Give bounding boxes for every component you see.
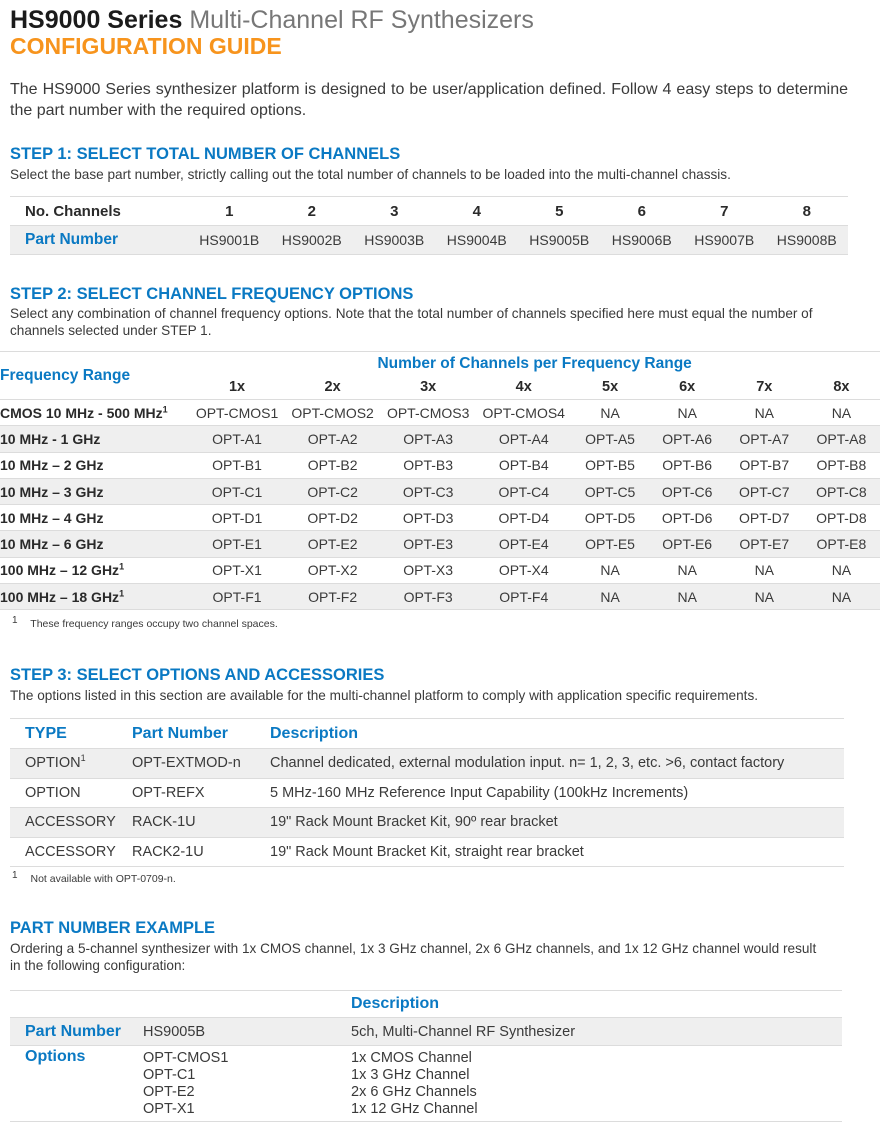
frequency-range-text: 10 MHz – 4 GHz [0, 509, 104, 526]
column-header: 4x [476, 376, 572, 400]
frequency-option-code: NA [572, 557, 649, 583]
frequency-option-code: OPT-D7 [726, 505, 803, 531]
example-options-list [143, 1046, 351, 1122]
footnote-ref: 1 [119, 561, 125, 572]
frequency-option-code: OPT-A6 [649, 426, 726, 452]
step1-table [10, 196, 848, 255]
options-accessories-table [10, 718, 844, 867]
option-type-text: ACCESSORY [25, 843, 116, 860]
frequency-option-code: OPT-A1 [189, 426, 285, 452]
options-header-row [10, 719, 844, 749]
option-type-text: OPTION [25, 755, 81, 772]
channels-group-header: Number of Channels per Frequency Range [189, 352, 880, 376]
frequency-range-header: Frequency Range [0, 352, 189, 400]
frequency-option-code: OPT-D4 [476, 505, 572, 531]
channel-count: 5 [518, 197, 601, 226]
channel-count: 2 [271, 197, 354, 226]
option-row [10, 837, 844, 867]
column-header: 7x [726, 376, 803, 400]
frequency-range-label [0, 452, 189, 478]
frequency-option-code: OPT-A3 [380, 426, 476, 452]
example-options-row [10, 1046, 842, 1122]
frequency-option-code: OPT-E8 [803, 531, 880, 557]
frequency-row [0, 557, 880, 583]
column-header: 2x [285, 376, 381, 400]
frequency-range-text: 10 MHz - 1 GHz [0, 430, 101, 447]
example-options-label: Options [10, 1046, 143, 1122]
option-type [10, 778, 132, 808]
frequency-option-code: OPT-B2 [285, 452, 381, 478]
frequency-option-code: NA [649, 400, 726, 426]
frequency-option-code: OPT-E4 [476, 531, 572, 557]
footnote-text: These frequency ranges occupy two channel spaces. [30, 618, 278, 630]
frequency-option-code: OPT-F1 [189, 584, 285, 610]
intro-paragraph: The HS9000 Series synthesizer platform is designed to be user/application defined. Follow 4 easy steps to determine the part number with the required options. [10, 81, 848, 119]
frequency-option-code: OPT-B8 [803, 452, 880, 478]
base-part-number: HS9003B [353, 226, 436, 255]
frequency-option-code: OPT-B6 [649, 452, 726, 478]
option-description: 5 MHz-160 MHz Reference Input Capability (100kHz Increments) [270, 778, 844, 808]
base-part-number: HS9008B [766, 226, 849, 255]
frequency-option-code: OPT-B1 [189, 452, 285, 478]
frequency-range-text: 10 MHz – 6 GHz [0, 536, 104, 553]
frequency-option-code: OPT-CMOS3 [380, 400, 476, 426]
frequency-option-code: OPT-F4 [476, 584, 572, 610]
frequency-range-text: 10 MHz – 2 GHz [0, 457, 104, 474]
example-option-description: 2x 6 GHz Channels [351, 1084, 477, 1100]
frequency-option-code: OPT-C2 [285, 478, 381, 504]
option-part-number: RACK-1U [132, 808, 270, 838]
step2-description: Select any combination of channel frequency options. Note that the total number of channels specified here must equal the number of channels selected under STEP 1. [10, 306, 813, 338]
frequency-option-code: OPT-C1 [189, 478, 285, 504]
example-option: OPT-C1 [143, 1067, 196, 1083]
frequency-option-code: OPT-E2 [285, 531, 381, 557]
frequency-range-label [0, 531, 189, 557]
footnote-ref: 1 [162, 403, 168, 414]
example-part-value: HS9005B [143, 1018, 351, 1046]
frequency-range-label [0, 505, 189, 531]
frequency-range-label [0, 426, 189, 452]
frequency-option-code: NA [803, 584, 880, 610]
example-part-description: 5ch, Multi-Channel RF Synthesizer [351, 1018, 842, 1046]
base-part-number: HS9006B [601, 226, 684, 255]
frequency-options-table [0, 351, 880, 610]
frequency-range-label [0, 400, 189, 426]
base-part-number: HS9001B [188, 226, 271, 255]
frequency-range-label [0, 584, 189, 610]
frequency-row [0, 400, 880, 426]
option-type [10, 837, 132, 867]
frequency-option-code: OPT-A8 [803, 426, 880, 452]
frequency-option-code: OPT-CMOS4 [476, 400, 572, 426]
frequency-option-code: OPT-D6 [649, 505, 726, 531]
frequency-option-code: NA [572, 400, 649, 426]
title-series: HS9000 Series [10, 6, 183, 34]
example-header-row [10, 991, 842, 1018]
example-option: OPT-CMOS1 [143, 1050, 229, 1066]
frequency-option-code: NA [726, 400, 803, 426]
frequency-option-code: NA [726, 557, 803, 583]
frequency-option-code: OPT-E3 [380, 531, 476, 557]
example-part-label: Part Number [10, 1018, 143, 1046]
title-product: Multi-Channel RF Synthesizers [189, 6, 534, 34]
channels-row [10, 197, 848, 226]
channel-count: 3 [353, 197, 436, 226]
frequency-option-code: NA [803, 400, 880, 426]
example-option: OPT-X1 [143, 1101, 195, 1117]
channel-count: 1 [188, 197, 271, 226]
frequency-option-code: NA [803, 557, 880, 583]
frequency-option-code: OPT-D8 [803, 505, 880, 531]
frequency-row [0, 505, 880, 531]
frequency-option-code: OPT-E6 [649, 531, 726, 557]
channel-count: 6 [601, 197, 684, 226]
frequency-option-code: OPT-D2 [285, 505, 381, 531]
page-title [10, 6, 534, 34]
frequency-row [0, 452, 880, 478]
base-part-number: HS9005B [518, 226, 601, 255]
frequency-option-code: OPT-X1 [189, 557, 285, 583]
frequency-option-code: OPT-C5 [572, 478, 649, 504]
example-option: OPT-E2 [143, 1084, 195, 1100]
frequency-row [0, 584, 880, 610]
example-option-descriptions [351, 1046, 842, 1122]
step2-heading: STEP 2: SELECT CHANNEL FREQUENCY OPTIONS [10, 285, 414, 303]
option-description: Channel dedicated, external modulation input. n= 1, 2, 3, etc. >6, contact factory [270, 749, 844, 779]
frequency-option-code: OPT-A7 [726, 426, 803, 452]
page-subtitle: CONFIGURATION GUIDE [10, 33, 282, 59]
part-number-example-table [10, 990, 842, 1122]
frequency-option-code: OPT-F2 [285, 584, 381, 610]
type-header: TYPE [10, 719, 132, 749]
frequency-option-code: OPT-C7 [726, 478, 803, 504]
frequency-option-code: OPT-B3 [380, 452, 476, 478]
base-part-number: HS9007B [683, 226, 766, 255]
frequency-row [0, 478, 880, 504]
frequency-option-code: OPT-X4 [476, 557, 572, 583]
frequency-row [0, 426, 880, 452]
frequency-option-code: NA [649, 557, 726, 583]
option-part-number: OPT-EXTMOD-n [132, 749, 270, 779]
step3-description: The options listed in this section are available for the multi-channel platform to comply with application specific requirements. [10, 688, 759, 703]
footnote-text: Not available with OPT-0709-n. [30, 873, 176, 885]
column-header: 3x [380, 376, 476, 400]
frequency-option-code: OPT-C6 [649, 478, 726, 504]
example-description: Ordering a 5-channel synthesizer with 1x CMOS channel, 1x 3 GHz channel, 2x 6 GHz channels, and 1x 12 GHz channel would result in the following configuration: [10, 941, 817, 973]
step1-heading: STEP 1: SELECT TOTAL NUMBER OF CHANNELS [10, 145, 401, 163]
frequency-option-code: NA [726, 584, 803, 610]
option-row [10, 749, 844, 779]
option-type-text: ACCESSORY [25, 814, 116, 831]
options-rows [10, 749, 844, 867]
frequency-option-code: OPT-E1 [189, 531, 285, 557]
frequency-range-label [0, 557, 189, 583]
frequency-option-code: OPT-A2 [285, 426, 381, 452]
example-option-description: 1x CMOS Channel [351, 1050, 472, 1066]
column-header: 5x [572, 376, 649, 400]
frequency-range-text: 100 MHz – 12 GHz [0, 562, 120, 579]
part-number-row [10, 226, 848, 255]
base-part-number: HS9004B [436, 226, 519, 255]
example-option-description: 1x 3 GHz Channel [351, 1067, 470, 1083]
example-description-header: Description [351, 991, 842, 1018]
frequency-option-code: OPT-D3 [380, 505, 476, 531]
frequency-option-code: NA [572, 584, 649, 610]
frequency-option-code: OPT-X2 [285, 557, 381, 583]
part-number-label: Part Number [10, 226, 188, 255]
option-row [10, 778, 844, 808]
frequency-row [0, 531, 880, 557]
step3-heading: STEP 3: SELECT OPTIONS AND ACCESSORIES [10, 666, 385, 684]
footnote-ref: 1 [80, 753, 86, 764]
frequency-option-code: OPT-X3 [380, 557, 476, 583]
option-part-number: RACK2-1U [132, 837, 270, 867]
channels-label: No. Channels [10, 197, 188, 226]
frequency-group-header [0, 352, 880, 376]
frequency-option-code: OPT-F3 [380, 584, 476, 610]
frequency-range-text: CMOS 10 MHz - 500 MHz [0, 404, 163, 421]
frequency-option-code: OPT-E5 [572, 531, 649, 557]
part-number-header: Part Number [132, 719, 270, 749]
frequency-option-code: NA [649, 584, 726, 610]
frequency-range-text: 100 MHz – 18 GHz [0, 588, 120, 605]
step1-description: Select the base part number, strictly calling out the total number of channels to be loaded into the multi-channel chassis. [10, 167, 731, 182]
frequency-option-code: OPT-B5 [572, 452, 649, 478]
frequency-option-code: OPT-B7 [726, 452, 803, 478]
example-option-description: 1x 12 GHz Channel [351, 1101, 478, 1117]
frequency-range-text: 10 MHz – 3 GHz [0, 483, 104, 500]
column-header: 6x [649, 376, 726, 400]
description-header: Description [270, 719, 844, 749]
footnote-mark: 1 [12, 615, 18, 626]
example-part-row [10, 1018, 842, 1046]
frequency-option-code: OPT-B4 [476, 452, 572, 478]
option-row [10, 808, 844, 838]
frequency-option-code: OPT-D5 [572, 505, 649, 531]
option-type-text: OPTION [25, 784, 81, 801]
option-type [10, 749, 132, 779]
option-type [10, 808, 132, 838]
frequency-option-code: OPT-A5 [572, 426, 649, 452]
frequency-option-code: OPT-C3 [380, 478, 476, 504]
frequency-option-code: OPT-E7 [726, 531, 803, 557]
frequency-option-code: OPT-D1 [189, 505, 285, 531]
frequency-option-code: OPT-CMOS1 [189, 400, 285, 426]
frequency-option-code: OPT-CMOS2 [285, 400, 381, 426]
column-header: 8x [803, 376, 880, 400]
example-heading: PART NUMBER EXAMPLE [10, 919, 216, 937]
channel-count: 7 [683, 197, 766, 226]
frequency-range-label [0, 478, 189, 504]
frequency-option-code: OPT-C4 [476, 478, 572, 504]
column-header: 1x [189, 376, 285, 400]
base-part-number: HS9002B [271, 226, 354, 255]
option-description: 19" Rack Mount Bracket Kit, 90º rear bracket [270, 808, 844, 838]
frequency-option-code: OPT-C8 [803, 478, 880, 504]
option-part-number: OPT-REFX [132, 778, 270, 808]
channel-count: 4 [436, 197, 519, 226]
channel-count: 8 [766, 197, 849, 226]
step2-footnote [12, 615, 278, 630]
step3-footnote [12, 870, 176, 885]
frequency-rows [0, 400, 880, 610]
footnote-ref: 1 [119, 588, 125, 599]
footnote-mark: 1 [12, 870, 18, 881]
option-description: 19" Rack Mount Bracket Kit, straight rear bracket [270, 837, 844, 867]
frequency-option-code: OPT-A4 [476, 426, 572, 452]
